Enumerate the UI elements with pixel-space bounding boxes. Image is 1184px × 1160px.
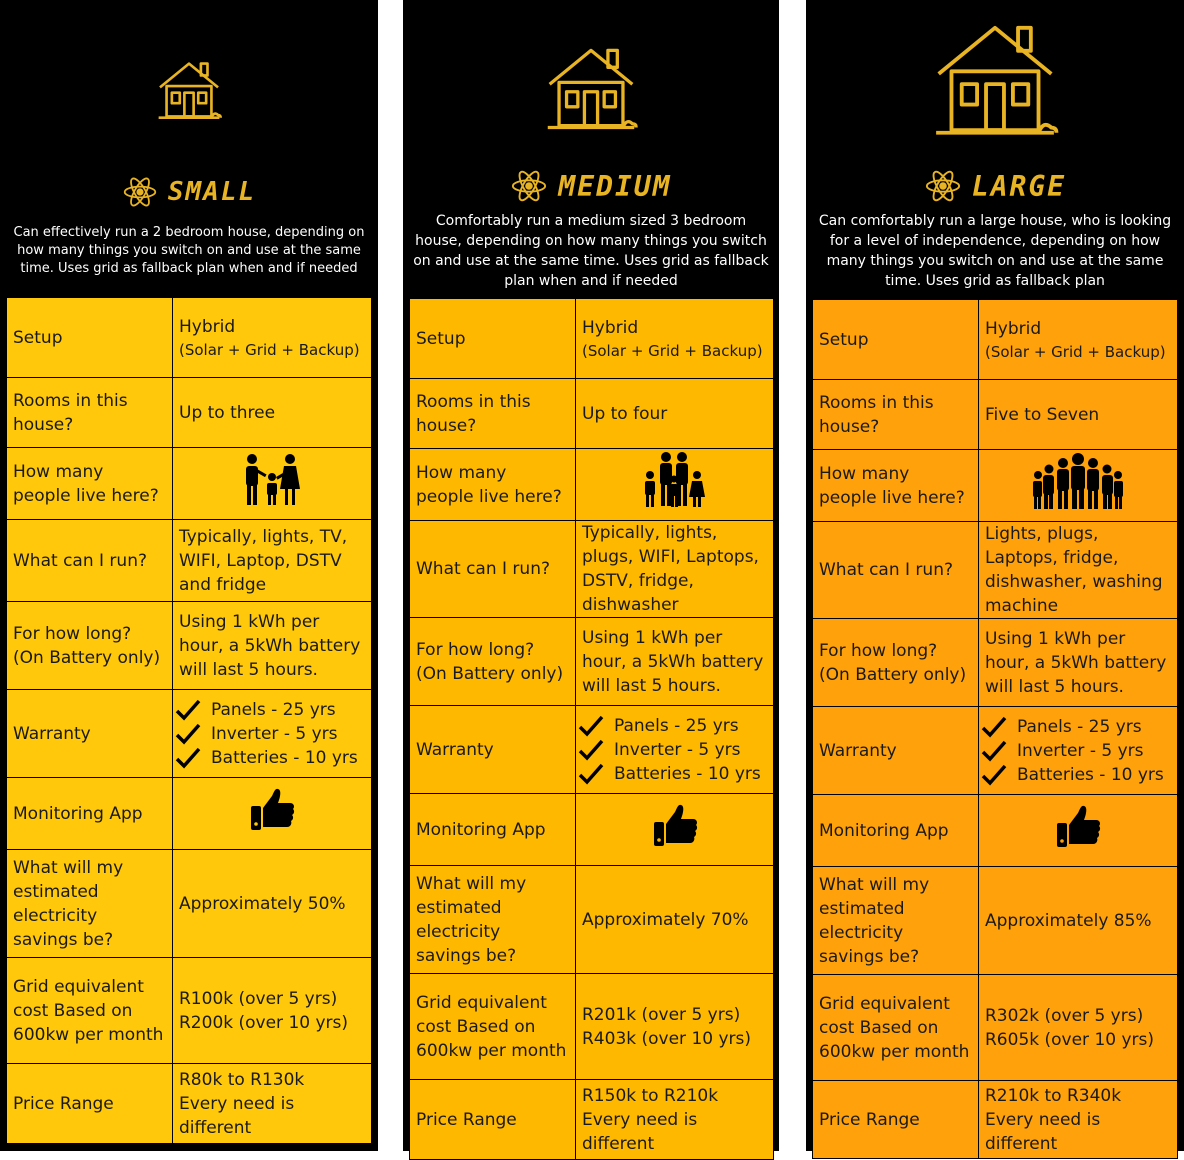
plan-spec-table xyxy=(812,299,1178,1159)
value-setup xyxy=(173,298,372,378)
label-warranty: Warranty xyxy=(410,706,576,794)
checkmark-icon xyxy=(578,739,604,761)
checkmark-icon xyxy=(175,699,201,721)
value-duration: Using 1 kWh per hour, a 5kWh battery will last 5 hours. xyxy=(576,618,774,706)
value-setup xyxy=(576,299,774,379)
warranty-item: Panels - 25 yrs xyxy=(981,715,1171,739)
checkmark-icon xyxy=(578,763,604,785)
value-warranty xyxy=(979,707,1178,795)
label-warranty: Warranty xyxy=(7,690,173,778)
house-icon xyxy=(931,15,1059,143)
value-rooms: Up to four xyxy=(576,379,774,449)
thumbs-up-icon xyxy=(1054,803,1102,851)
warranty-item: Batteries - 10 yrs xyxy=(578,762,767,786)
value-grid-cost: R100k (over 5 yrs) R200k (over 10 yrs) xyxy=(173,958,372,1064)
warranty-item: Batteries - 10 yrs xyxy=(981,763,1171,787)
checkmark-icon xyxy=(981,716,1007,738)
plan-hero xyxy=(806,14,1184,144)
value-price: R210k to R340k Every need is different xyxy=(979,1081,1178,1159)
value-people xyxy=(576,449,774,521)
warranty-item: Inverter - 5 yrs xyxy=(578,738,767,762)
label-setup: Setup xyxy=(7,298,173,378)
label-price: Price Range xyxy=(813,1081,979,1159)
label-duration: For how long? (On Battery only) xyxy=(7,602,173,690)
value-rooms: Five to Seven xyxy=(979,380,1178,450)
value-savings: Approximately 70% xyxy=(576,866,774,974)
value-warranty xyxy=(173,690,372,778)
checkmark-icon xyxy=(981,764,1007,786)
label-setup: Setup xyxy=(813,300,979,380)
label-monitoring: Monitoring App xyxy=(410,794,576,866)
setup-type: Hybrid xyxy=(985,318,1042,339)
thumbs-up-icon xyxy=(651,802,699,850)
label-grid-cost: Grid equivalent cost Based on 600kw per month xyxy=(7,958,173,1064)
plan-title: SMALL xyxy=(167,177,257,207)
label-people: How many people live here? xyxy=(410,449,576,521)
value-duration: Using 1 kWh per hour, a 5kWh battery will last 5 hours. xyxy=(173,602,372,690)
value-setup xyxy=(979,300,1178,380)
plan-description: Comfortably run a medium sized 3 bedroom house, depending on how many things you switch on and use at the same time. Uses grid as fallback plan when and if needed xyxy=(413,213,769,289)
atom-icon xyxy=(122,174,158,210)
value-run: Lights, plugs, Laptops, fridge, dishwasher, washing machine xyxy=(979,522,1178,619)
plan-card-medium xyxy=(403,0,779,1154)
label-savings: What will my estimated electricity savings be? xyxy=(7,850,173,958)
value-grid-cost: R302k (over 5 yrs) R605k (over 10 yrs) xyxy=(979,975,1178,1081)
label-people: How many people live here? xyxy=(7,448,173,520)
value-savings: Approximately 50% xyxy=(173,850,372,958)
plan-title: LARGE xyxy=(971,169,1067,203)
value-savings: Approximately 85% xyxy=(979,867,1178,975)
group-of-people-icon xyxy=(1033,453,1123,511)
label-monitoring: Monitoring App xyxy=(813,795,979,867)
label-price: Price Range xyxy=(7,1064,173,1144)
label-rooms: Rooms in this house? xyxy=(410,379,576,449)
value-run: Typically, lights, TV, WIFI, Laptop, DSTV and fridge xyxy=(173,520,372,602)
plan-card-large xyxy=(806,0,1184,1154)
plan-title-row xyxy=(403,166,779,206)
label-duration: For how long? (On Battery only) xyxy=(410,618,576,706)
atom-icon xyxy=(510,167,548,205)
value-price: R150k to R210k Every need is different xyxy=(576,1080,774,1160)
value-monitoring xyxy=(576,794,774,866)
warranty-item: Batteries - 10 yrs xyxy=(175,746,365,770)
plan-hero xyxy=(403,40,779,136)
warranty-item: Inverter - 5 yrs xyxy=(981,739,1171,763)
value-duration: Using 1 kWh per hour, a 5kWh battery will last 5 hours. xyxy=(979,619,1178,707)
plan-title-row xyxy=(806,166,1184,206)
label-warranty: Warranty xyxy=(813,707,979,795)
plan-hero xyxy=(0,55,378,125)
house-icon xyxy=(544,41,638,135)
plan-title: MEDIUM xyxy=(558,169,672,203)
label-setup: Setup xyxy=(410,299,576,379)
warranty-item: Inverter - 5 yrs xyxy=(175,722,365,746)
label-savings: What will my estimated electricity savings be? xyxy=(813,867,979,975)
warranty-item: Panels - 25 yrs xyxy=(175,698,365,722)
plan-title-row xyxy=(0,172,378,212)
value-rooms: Up to three xyxy=(173,378,372,448)
value-price: R80k to R130k Every need is different xyxy=(173,1064,372,1144)
family-of-five-icon xyxy=(642,451,708,511)
setup-type: Hybrid xyxy=(179,316,236,337)
label-grid-cost: Grid equivalent cost Based on 600kw per month xyxy=(410,974,576,1080)
setup-detail: (Solar + Grid + Backup) xyxy=(179,340,360,359)
plan-spec-table xyxy=(409,298,774,1160)
setup-detail: (Solar + Grid + Backup) xyxy=(985,342,1166,361)
checkmark-icon xyxy=(981,740,1007,762)
plan-description: Can comfortably run a large house, who is looking for a level of independence, depending on how many things you switch on and use at the same time. Uses grid as fallback plan xyxy=(818,213,1172,289)
value-warranty xyxy=(576,706,774,794)
label-grid-cost: Grid equivalent cost Based on 600kw per month xyxy=(813,975,979,1081)
label-savings: What will my estimated electricity savings be? xyxy=(410,866,576,974)
label-people: How many people live here? xyxy=(813,450,979,522)
label-rooms: Rooms in this house? xyxy=(7,378,173,448)
warranty-item: Panels - 25 yrs xyxy=(578,714,767,738)
label-duration: For how long? (On Battery only) xyxy=(813,619,979,707)
label-monitoring: Monitoring App xyxy=(7,778,173,850)
family-of-three-icon xyxy=(240,453,304,507)
thumbs-up-icon xyxy=(248,786,296,834)
label-run: What can I run? xyxy=(7,520,173,602)
value-people xyxy=(979,450,1178,522)
value-monitoring xyxy=(979,795,1178,867)
setup-detail: (Solar + Grid + Backup) xyxy=(582,341,763,360)
plan-card-small xyxy=(0,0,378,1151)
checkmark-icon xyxy=(175,747,201,769)
house-icon xyxy=(156,57,222,123)
checkmark-icon xyxy=(578,715,604,737)
plan-spec-table xyxy=(6,297,372,1144)
value-monitoring xyxy=(173,778,372,850)
value-run: Typically, lights, plugs, WIFI, Laptops, DSTV, fridge, dishwasher xyxy=(576,521,774,618)
label-rooms: Rooms in this house? xyxy=(813,380,979,450)
label-run: What can I run? xyxy=(813,522,979,619)
plan-description: Can effectively run a 2 bedroom house, depending on how many things you switch on and use at the same time. Uses grid as fallback plan when and if needed xyxy=(13,225,365,276)
label-price: Price Range xyxy=(410,1080,576,1160)
setup-type: Hybrid xyxy=(582,317,639,338)
label-run: What can I run? xyxy=(410,521,576,618)
value-grid-cost: R201k (over 5 yrs) R403k (over 10 yrs) xyxy=(576,974,774,1080)
value-people xyxy=(173,448,372,520)
atom-icon xyxy=(924,167,962,205)
checkmark-icon xyxy=(175,723,201,745)
